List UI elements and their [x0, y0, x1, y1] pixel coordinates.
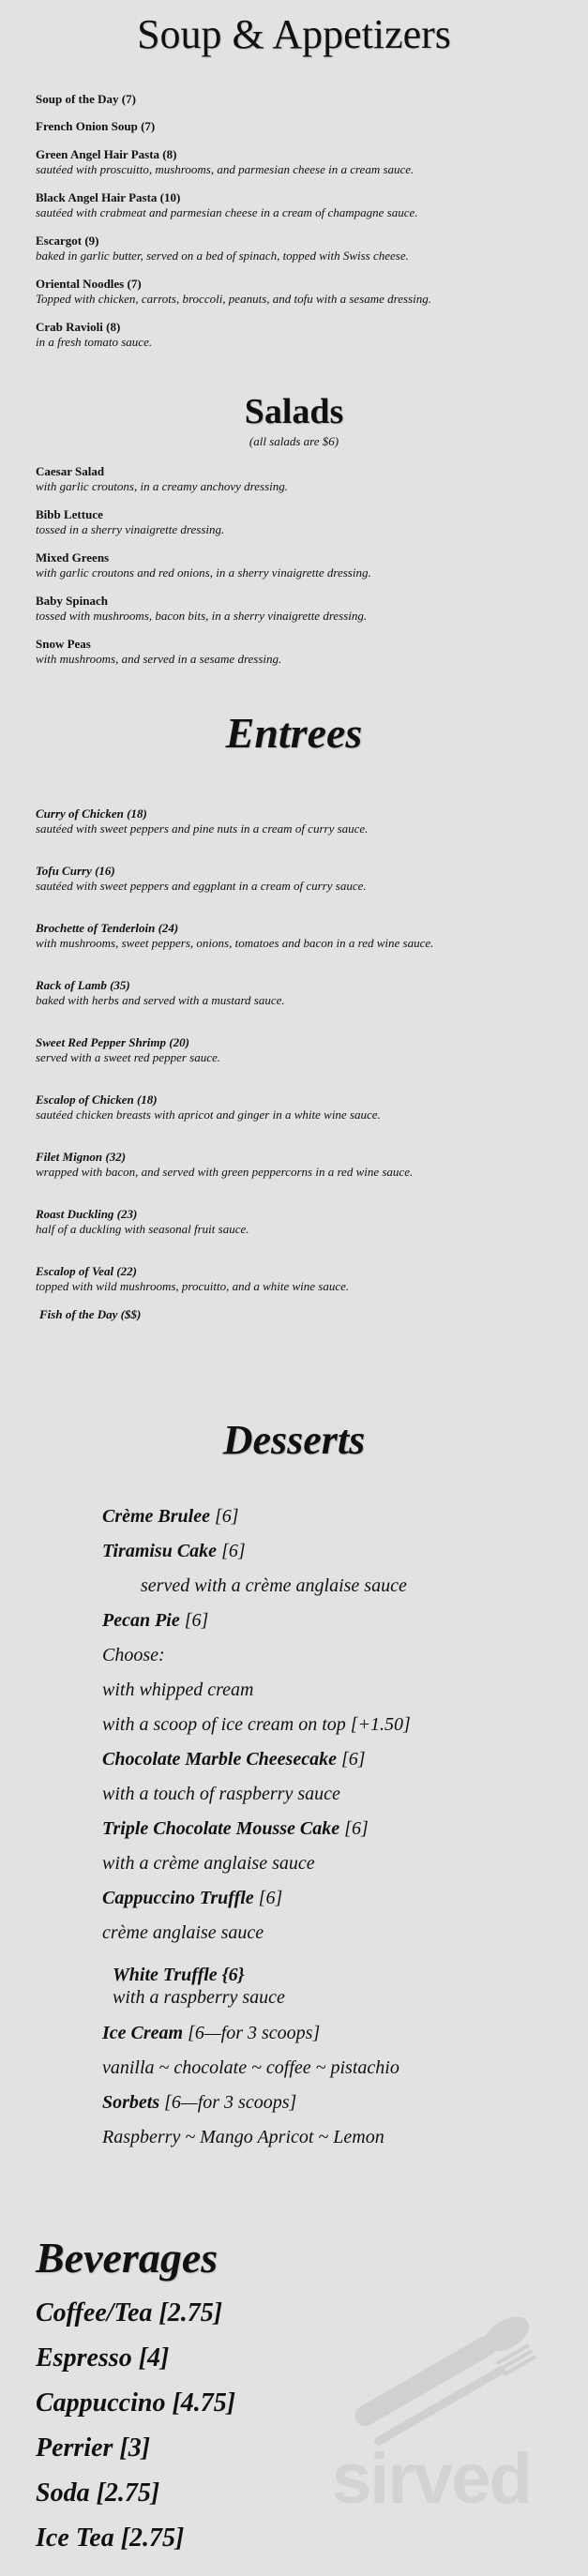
menu-item [36, 921, 561, 951]
dessert-name: Sorbets [102, 2092, 160, 2113]
item-description: topped with wild mushrooms, procuitto, and a white wine sauce. [36, 1279, 350, 1293]
item-name: Sweet Red Pepper Shrimp (20) [36, 1035, 189, 1049]
dessert-note: with a raspberry sauce [113, 1987, 285, 2008]
dessert-note: Raspberry ~ Mango Apricot ~ Lemon [102, 2127, 384, 2147]
dessert-item [102, 1608, 208, 1633]
dessert-note: with a touch of raspberry sauce [102, 1784, 340, 1804]
menu-item [36, 92, 561, 107]
dessert-item [102, 1886, 282, 1910]
beverages-title: Beverages [36, 2234, 219, 2282]
item-name: Black Angel Hair Pasta (10) [36, 190, 181, 204]
dessert-note: crème anglaise sauce [102, 1922, 264, 1943]
item-description: baked with herbs and served with a mustard sauce. [36, 993, 285, 1007]
salads-subtitle: (all salads are $6) [249, 434, 339, 448]
beverage-item: Espresso [4] [36, 2343, 170, 2373]
menu-item [36, 190, 561, 220]
fork-spoon-icon [309, 2316, 553, 2448]
menu-item [36, 978, 561, 1008]
menu-item [36, 277, 561, 307]
dessert-name: Triple Chocolate Mousse Cake [102, 1818, 340, 1839]
dessert-name: Chocolate Marble Cheesecake [102, 1749, 337, 1770]
menu-item [36, 147, 561, 177]
item-name: Escalop of Chicken (18) [36, 1092, 158, 1107]
item-description: wrapped with bacon, and served with green peppercorns in a red wine sauce. [36, 1165, 414, 1179]
dessert-price: [6] [221, 1541, 246, 1561]
menu-item [36, 119, 561, 134]
item-description: sautéed chicken breasts with apricot and ginger in a white wine sauce. [36, 1107, 381, 1122]
item-description: baked in garlic butter, served on a bed of spinach, topped with Swiss cheese. [36, 249, 409, 263]
dessert-name: Tiramisu Cake [102, 1541, 218, 1561]
item-name: Soup of the Day (7) [36, 92, 136, 106]
dessert-item [102, 1747, 366, 1771]
dessert-item [102, 1816, 369, 1841]
item-name: Escalop of Veal (22) [36, 1264, 137, 1278]
dessert-name: Cappuccino Truffle [102, 1888, 254, 1908]
item-name: Baby Spinach [36, 594, 108, 608]
menu-item [36, 806, 561, 836]
menu-item [36, 507, 561, 537]
item-name: Roast Duckling (23) [36, 1207, 138, 1221]
dessert-price: [6—for 3 scoops] [164, 2092, 297, 2113]
watermark-text: sirved [332, 2439, 531, 2519]
dessert-price: [6] [215, 1506, 239, 1527]
beverage-item: Soda [2.75] [36, 2478, 160, 2508]
dessert-item [102, 2021, 320, 2045]
menu-item [36, 594, 561, 624]
entrees-title: Entrees [225, 709, 363, 757]
soup-appetizers-title: Soup & Appetizers [137, 11, 451, 57]
item-name: Tofu Curry (16) [36, 864, 115, 878]
sirved-watermark [309, 2316, 553, 2532]
item-name: Caesar Salad [36, 464, 105, 478]
item-name: Fish of the Day ($$) [39, 1307, 142, 1321]
menu-item [36, 1207, 561, 1237]
beverage-item: Cappuccino [4.75] [36, 2388, 236, 2418]
item-name: Crab Ravioli (8) [36, 320, 121, 334]
dessert-price: [6] [344, 1818, 369, 1839]
dessert-note: with a crème anglaise sauce [102, 1853, 315, 1874]
item-description: with garlic croutons, in a creamy anchovy dressing. [36, 479, 288, 493]
item-name: French Onion Soup (7) [36, 119, 156, 133]
menu-item [36, 864, 561, 894]
item-name: Oriental Noodles (7) [36, 277, 142, 291]
item-description: served with a sweet red pepper sauce. [36, 1050, 220, 1064]
dessert-item [102, 2090, 296, 2115]
dessert-price: [6] [340, 1749, 366, 1770]
dessert-name: Crème Brulee [102, 1506, 210, 1527]
item-name: Brochette of Tenderloin (24) [36, 921, 179, 935]
menu-item [36, 1035, 561, 1065]
dessert-note: served with a crème anglaise sauce [141, 1575, 407, 1596]
fish-of-the-day [39, 1307, 565, 1322]
menu-item [36, 637, 561, 667]
item-name: Rack of Lamb (35) [36, 978, 130, 992]
dessert-price: [6—for 3 scoops] [188, 2023, 321, 2043]
item-description: half of a duckling with seasonal fruit sauce. [36, 1222, 249, 1236]
item-description: tossed with mushrooms, bacon bits, in a sherry vinaigrette dressing. [36, 609, 368, 623]
dessert-name: White Truffle {6} [113, 1965, 245, 1985]
item-name: Green Angel Hair Pasta (8) [36, 147, 177, 161]
item-name: Bibb Lettuce [36, 507, 103, 521]
dessert-item [102, 1504, 239, 1529]
item-description: with mushrooms, sweet peppers, onions, tomatoes and bacon in a red wine sauce. [36, 936, 434, 950]
item-name: Snow Peas [36, 637, 91, 651]
dessert-name: Ice Cream [102, 2023, 184, 2043]
beverage-item: Perrier [3] [36, 2433, 151, 2463]
item-description: sautéed with sweet peppers and eggplant in a cream of curry sauce. [36, 879, 367, 893]
item-name: Escargot (9) [36, 233, 99, 248]
item-name: Curry of Chicken (18) [36, 806, 147, 821]
item-name: Filet Mignon (32) [36, 1150, 127, 1164]
desserts-title: Desserts [222, 1417, 366, 1463]
item-description: with garlic croutons and red onions, in a sherry vinaigrette dressing. [36, 565, 371, 580]
dessert-price: [6] [184, 1610, 209, 1631]
item-description: tossed in a sherry vinaigrette dressing. [36, 522, 225, 536]
salads-title: Salads [244, 392, 344, 431]
dessert-note: vanilla ~ chocolate ~ coffee ~ pistachio [102, 2057, 400, 2078]
menu-item [36, 464, 561, 494]
dessert-price: [6] [258, 1888, 283, 1908]
item-description: in a fresh tomato sauce. [36, 335, 153, 349]
dessert-note: Choose: [102, 1645, 165, 1665]
menu-item [36, 550, 561, 580]
item-description: sautéed with sweet peppers and pine nuts in a cream of curry sauce. [36, 821, 369, 836]
dessert-note: with whipped cream [102, 1680, 254, 1700]
item-description: sautéed with proscuitto, mushrooms, and parmesian cheese in a cream sauce. [36, 162, 415, 176]
dessert-note: with a scoop of ice cream on top [+1.50] [102, 1714, 411, 1735]
item-name: Mixed Greens [36, 550, 110, 565]
menu-item [36, 1150, 561, 1180]
menu-item [36, 1092, 561, 1122]
menu-item [36, 1264, 561, 1294]
dessert-item [113, 1963, 245, 1987]
item-description: Topped with chicken, carrots, broccoli, peanuts, and tofu with a sesame dressing. [36, 292, 431, 306]
beverage-item: Coffee/Tea [2.75] [36, 2298, 223, 2327]
menu-item [36, 233, 561, 264]
menu-item [36, 320, 561, 350]
dessert-item [102, 1539, 246, 1563]
item-description: sautéed with crabmeat and parmesian cheese in a cream of champagne sauce. [36, 205, 418, 219]
item-description: with mushrooms, and served in a sesame dressing. [36, 652, 282, 666]
dessert-name: Pecan Pie [102, 1610, 180, 1631]
beverage-item: Ice Tea [2.75] [36, 2523, 185, 2553]
